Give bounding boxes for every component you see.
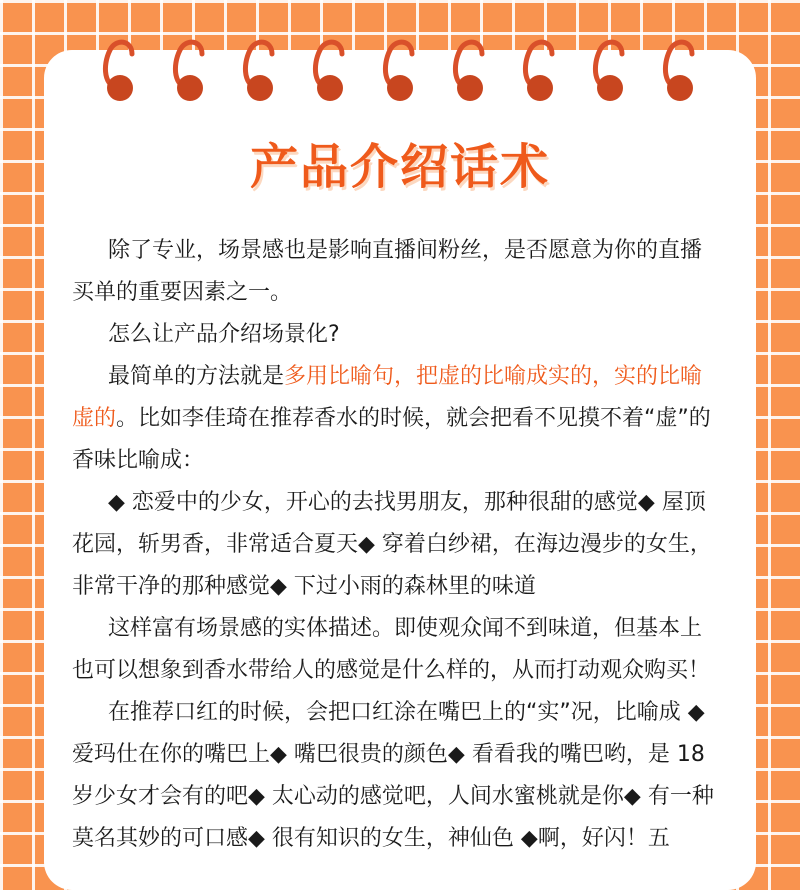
binder-ring-icon [520,36,560,116]
paragraph-question: 怎么让产品介绍场景化? [108,322,340,347]
binder-ring-icon [660,36,700,116]
paragraph-perfume-examples: ◆ 恋爱中的少女，开心的去找男朋友，那种很甜的感觉◆ 屋顶花园，斩男香，非常适合夏天◆ 穿着白纱裙，在海边漫步的女生，非常干净的那种感觉◆ 下过小雨的森林里的味道 [72,490,712,599]
method-highlight: 多用比喻句，把虚的比喻成实的，实的比喻虚的 [72,364,703,431]
method-text-start: 最简单的方法就是 [108,364,285,389]
binder-ring-icon [310,36,350,116]
paragraph-lipstick-examples: 在推荐口红的时候，会把口红涂在嘴巴上的“实”况，比喻成 ◆ 爱玛仕在你的嘴巴上◆ 嘴巴很贵的颜色◆ 看看我的嘴巴哟，是 18 岁少女才会有的吧◆ 太心动的感觉吧，人间水蜜桃就是你◆ 有一种莫名其妙的可口感◆ 很有知识的女生，神仙色 ◆啊，好闪！五 [72,700,714,851]
page-title: 产品介绍话术 [249,139,550,195]
binder-ring-icon [240,36,280,116]
paragraph-intro: 除了专业，场景感也是影响直播间粉丝，是否愿意为你的直播买单的重要因素之一。 [72,238,703,305]
paragraph-summary: 这样富有场景感的实体描述。即使观众闻不到味道，但基本上也可以想象到香水带给人的感觉是什么样的，从而打动观众购买！ [72,616,711,683]
binder-rings [0,0,800,120]
article-body [72,230,722,860]
binder-ring-icon [590,36,630,116]
binder-ring-icon [380,36,420,116]
binder-ring-icon [450,36,490,116]
binder-ring-icon [100,36,140,116]
binder-ring-icon [170,36,210,116]
paragraph-method [72,356,722,482]
method-text-end: 。比如李佳琦在推荐香水的时候，就会把看不见摸不着“虚”的香味比喻成： [72,406,711,473]
